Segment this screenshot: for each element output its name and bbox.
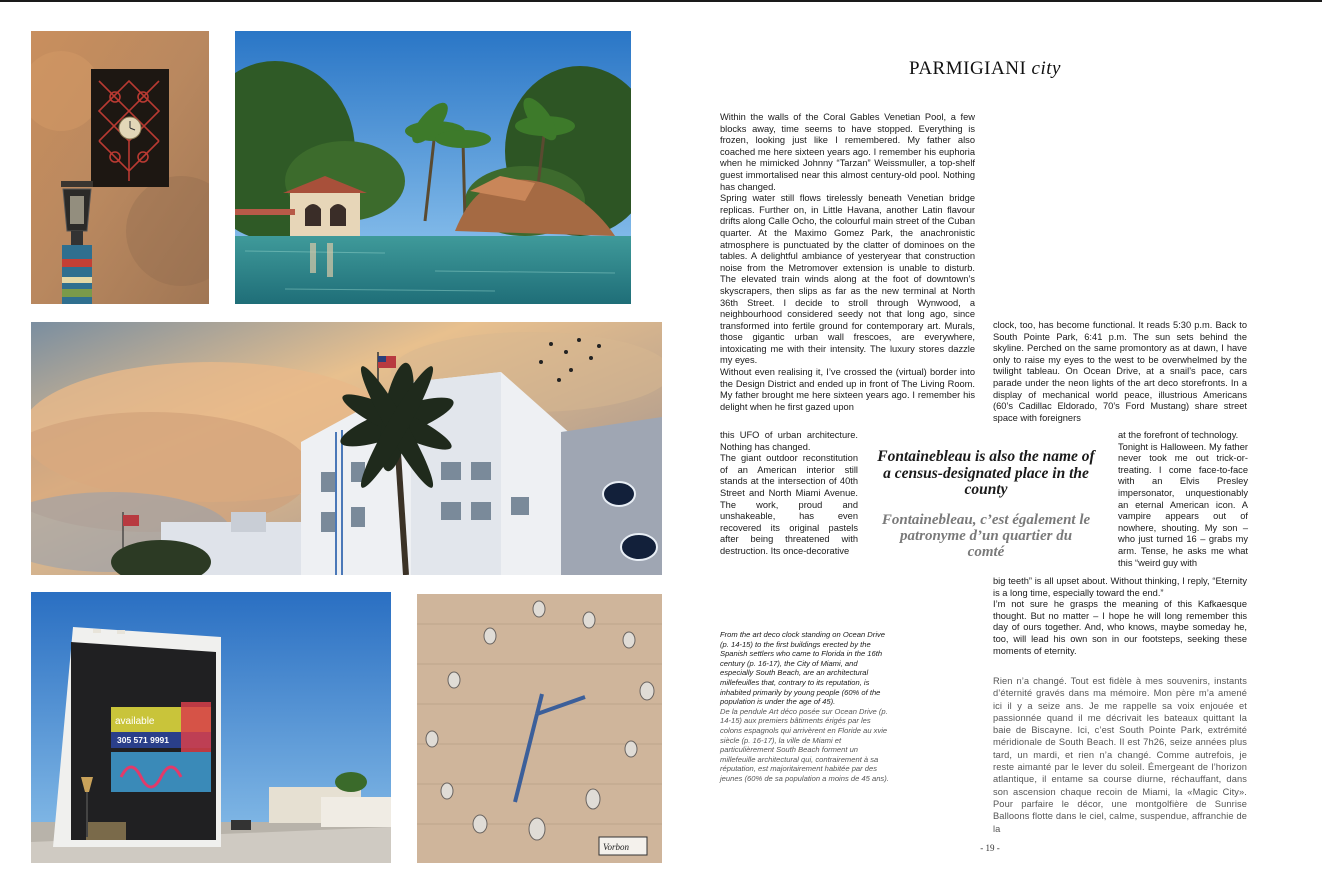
article-french-text: [993, 675, 1247, 835]
pull-quote-french: Fontainebleau, c’est également le patronyme d’un quartier du comté: [881, 512, 1091, 560]
article-paragraph: Without even realising it, I’ve crossed the (virtual) border into the Design District and ended up in front of The Living Room. My father brought me here sixteen years ago. I remember his delight when he first gazed upon: [720, 367, 975, 412]
page-number: - 19 -: [980, 843, 1000, 853]
photo-art-deco-hotel: [31, 322, 662, 575]
pull-quote-english: Fontainebleau is also the name of a census-designated place in the county: [877, 448, 1095, 498]
article-column-2-continued: [993, 576, 1247, 657]
article-paragraph: Tonight is Halloween. My father never took me out trick-or-treating. I come face-to-face with an Elvis Presley impersonator, unquestionably an eternal American icon. A vampire appears out of nowhere, shouting. My son – who just turned 16 – grabs my arm. Tense, he asks me what this “weird guy with: [1118, 441, 1248, 568]
section-masthead: [870, 58, 1100, 80]
article-paragraph: The giant outdoor reconstitution of an American interior still stands at the intersection of 40th Street and North Miami Avenue. The work, proud and unshakeable, has even recovered its original pastels after being threatened with destruction. Its once-decorative: [720, 453, 858, 556]
masthead-suffix: city: [1031, 58, 1061, 79]
photo-living-room-building: [31, 592, 391, 863]
photo-caption: [720, 630, 890, 784]
caption-french: De la pendule Art déco posée sur Ocean Drive (p. 14-15) aux premiers bâtiments érigés par les colons espagnols qui arrivèrent en Floride au xvie siècle (p. 16-17), la ville de Miami et particulièrement South Beach forment un millefeuille architectural qui, contrairement à sa réputation, est majoritairement habitée par des jeunes (60% de sa population a moins de 45 ans).: [720, 706, 889, 783]
article-column-1: [720, 112, 975, 413]
article-paragraph: clock, too, has become functional. It reads 5:30 p.m. Back to South Pointe Park, 6:41 p.m. The sun sets behind the skyline. Perched on the same promontory as at dawn, I have only to raise my eyes to the west to be overwhelmed by the twilight tableau. On Ocean Drive, at a snail’s pace, cars parade under the neon lights of the art deco storefronts. In a display of mechanical world peace, illustrious Americans (60’s Cadillac Eldorado, 70’s Ford Mustang) share street space with foreigners: [993, 320, 1247, 423]
top-rule: [0, 0, 1322, 2]
article-paragraph: Spring water still flows tirelessly beneath Venetian bridge replicas. Further on, in Little Havana, another Latin flavour drifts along Calle Ocho, the colourful main street of the Cuban quarter. At the Maximo Gomez Park, the anachronistic atmosphere is punctuated by the clatter of dominoes on the tables. A delightful ambiance of yesteryear that construction noise from the Metromover extension is unable to disturb. The elevated train winds along at the foot of downtown’s skyscrapers, then slips as far as the new terminal at North 36th Street. I decide to stroll through Wynwood, a neighbourhood considered seedy not that long ago, since transformed into fertile ground for contemporary art. Murals, those gigantic urban wall frescoes, are everywhere, intoxicating me with their intensity. The luxury stores dazzle my eyes.: [720, 193, 975, 366]
signature-plaque: Vorbon: [603, 842, 630, 852]
photo-window-clock: [31, 31, 209, 304]
caption-english: From the art deco clock standing on Ocean Drive (p. 14-15) to the first buildings erected by the Spanish settlers who came to Florida in the 16th century (p. 16-17), the City of Miami, and especially South Beach, are an architectural millefeuilles that, contrary to its reputation, is inhabited primarily by young people (60% of the population is under the age of 45).: [720, 630, 886, 707]
article-column-1-narrow: [720, 430, 858, 558]
french-paragraph: Rien n’a changé. Tout est fidèle à mes souvenirs, instants d’éternité gravés dans ma mémoire. Mon père m’a amené ici il y a seize ans. Je me rappelle sa voix enjouée et passionnée quand il me décrivait les bateaux quittant la baie de Biscayne. Ici, c’est South Pointe Park, extrémité méridionale de South Beach. Il est 7h26, seize années plus tard, un mardi, et rien n’a changé. Comme autrefois, je reste aimanté par le lever du soleil. Émergeant de l’horizon atlantique, il entame sa course diurne, réchauffant, dans son ascension chaque recoin de Miami, la «Magic City». Pour parfaire le décor, une montgolfière de Sunrise Balloons flotte dans le ciel, calme, suspendue, affranchie de la: [993, 676, 1247, 834]
article-paragraph: big teeth” is all upset about. Without thinking, I reply, “Eternity is a long time, especially toward the end.”: [993, 576, 1247, 598]
billboard-phone: 305 571 9991: [117, 735, 169, 745]
article-paragraph: this UFO of urban architecture. Nothing has changed.: [720, 430, 858, 452]
article-paragraph: I’m not sure he grasps the meaning of this Kafkaesque thought. But no matter – I hope he will long remember this day of ours together. And, who knows, maybe someday he, too, will lead his own son in our footsteps, seeking these moments of eternity.: [993, 599, 1247, 656]
article-paragraph: at the forefront of technology.: [1118, 430, 1239, 440]
article-column-2: [993, 320, 1247, 424]
photo-venetian-pool: [235, 31, 631, 304]
billboard-word: available: [115, 716, 155, 727]
article-column-2-narrow: [1118, 430, 1248, 569]
masthead-brand: PARMIGIANI: [909, 58, 1027, 79]
article-paragraph: Within the walls of the Coral Gables Venetian Pool, a few blocks away, time seems to have stopped. Everything is frozen, looking just like I remembered. My father also coached me here sixteen years ago. I remember his euphoria when he mimicked Johnny “Tarzan” Weissmuller, a top-shelf guest immortalised near this almost century-old pool. Nothing has changed.: [720, 112, 975, 192]
photo-faces-clock: [417, 594, 662, 863]
